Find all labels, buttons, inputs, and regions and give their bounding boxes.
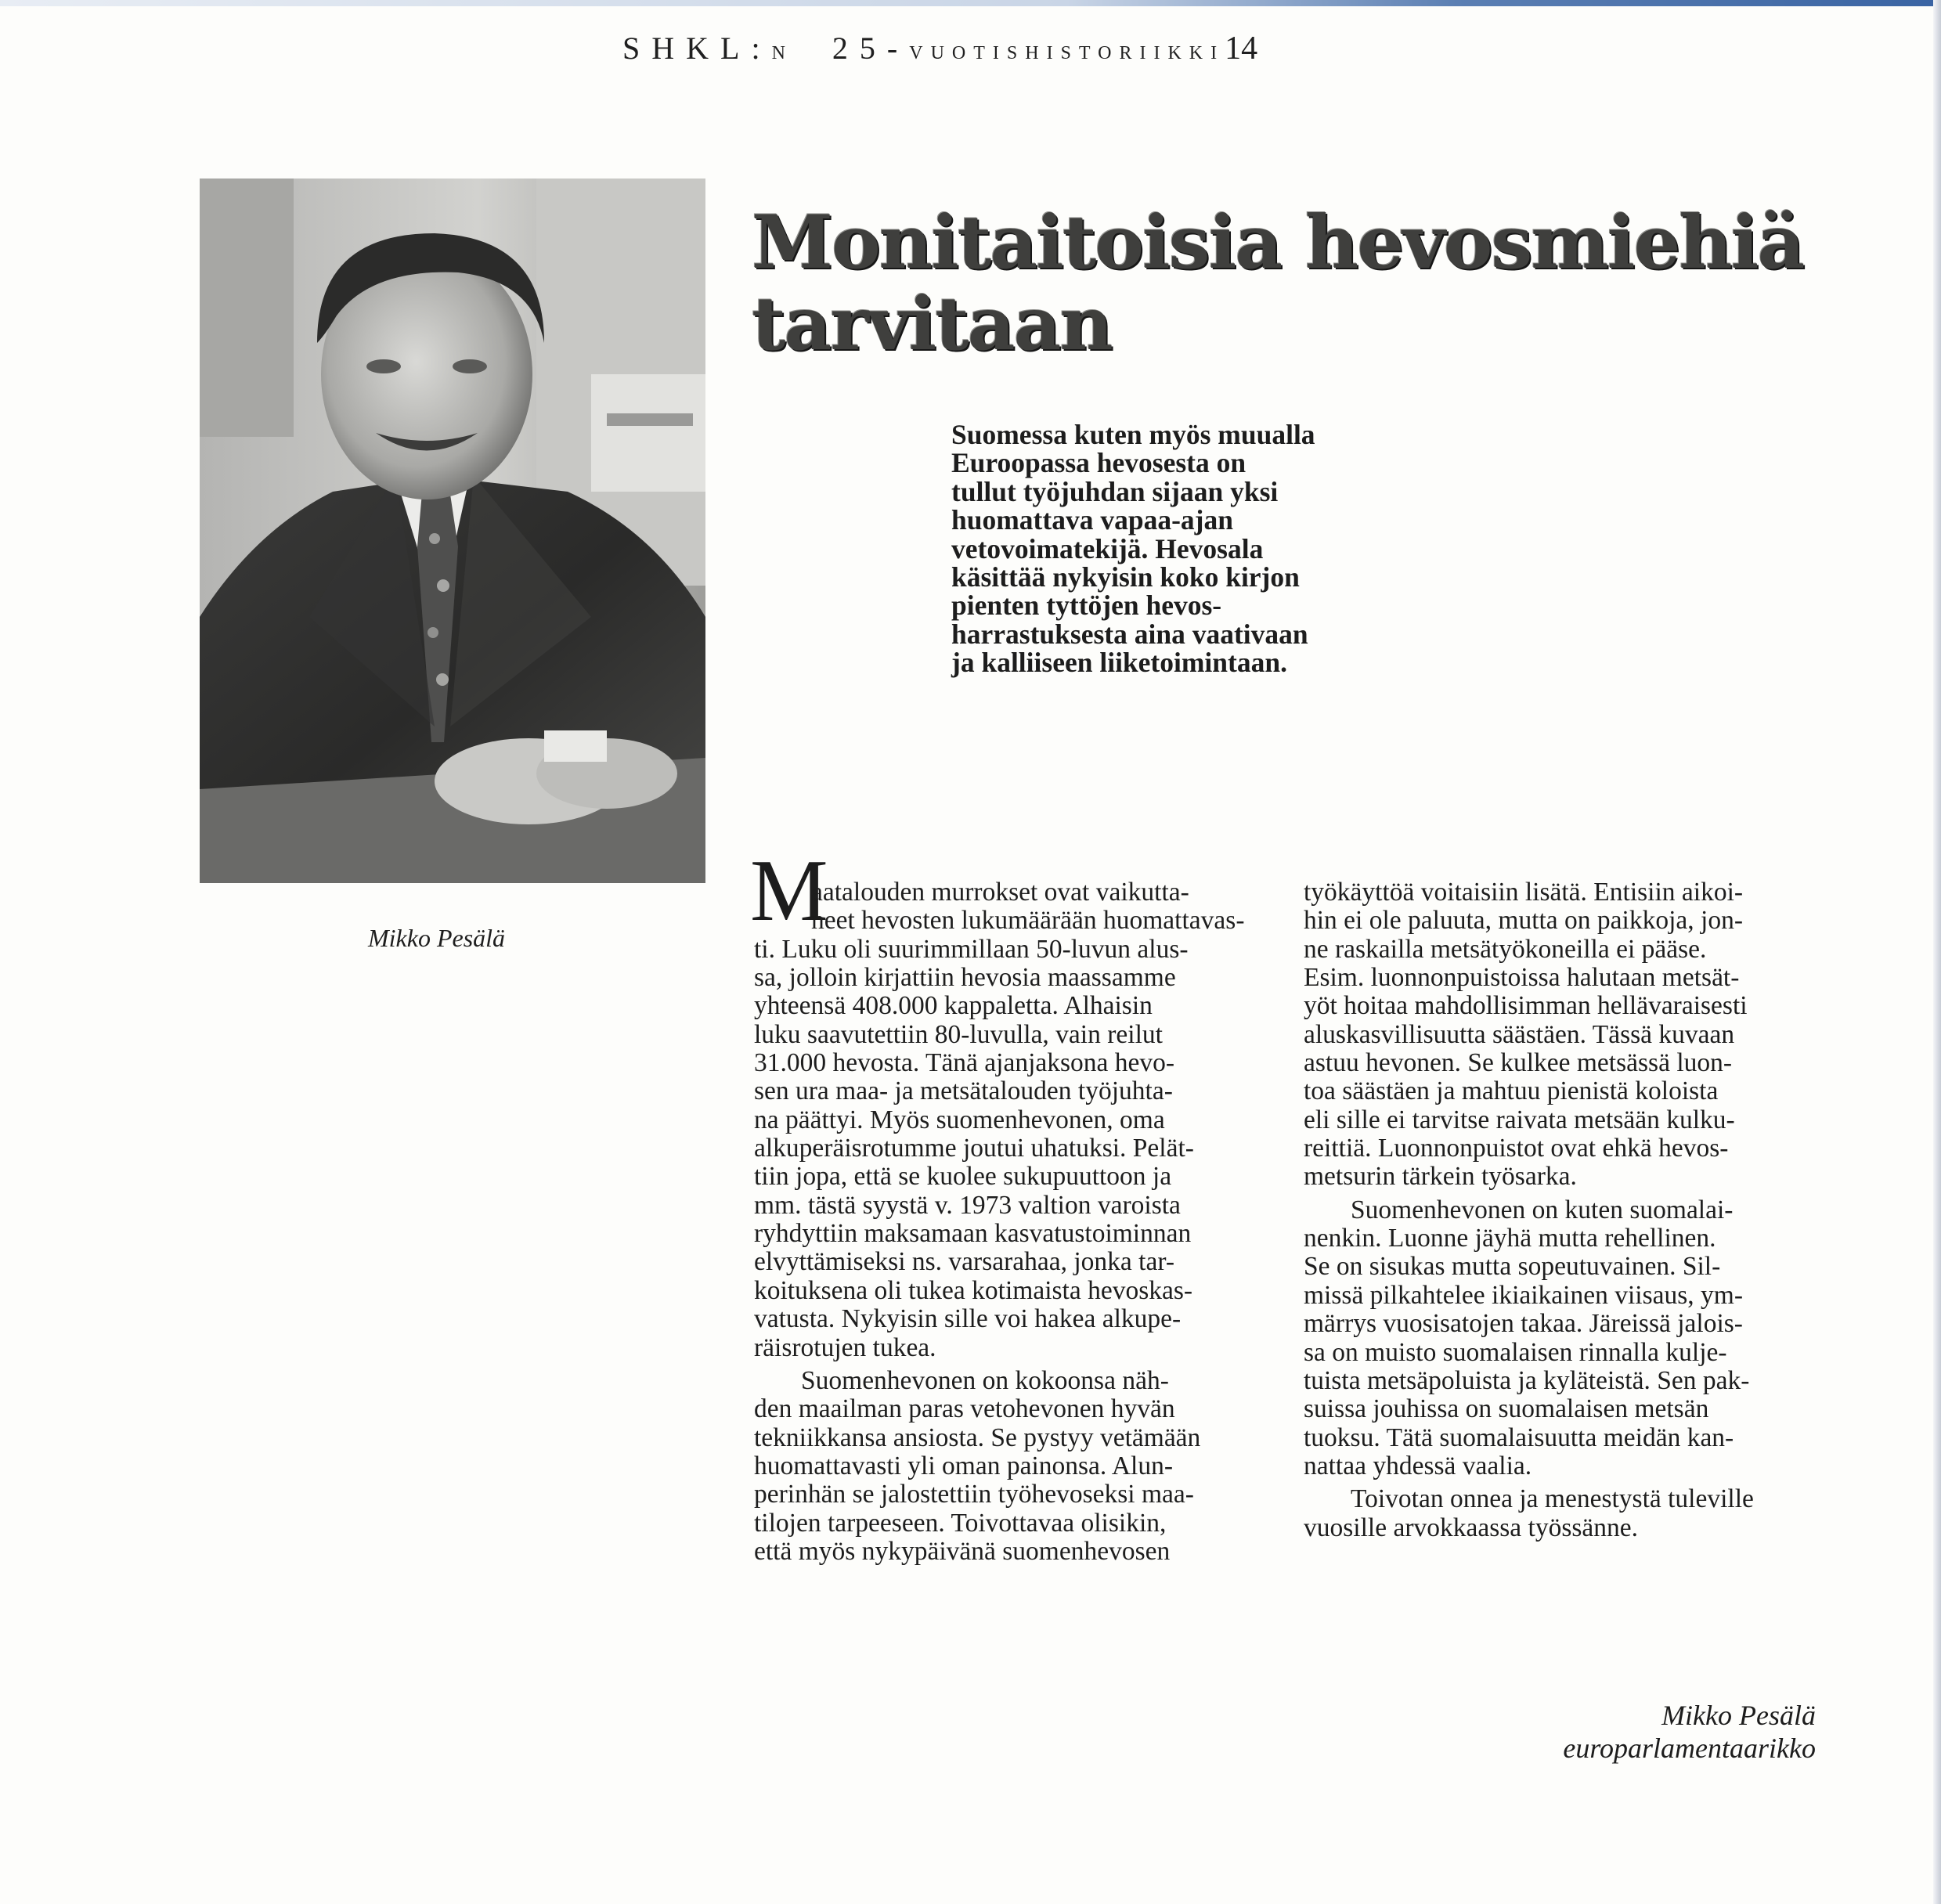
body-line: suissa jouhissa on suomalaisen metsän xyxy=(1304,1394,1709,1424)
body-line: yöt hoitaa mahdollisimman hellävaraisesti xyxy=(1304,991,1748,1021)
body-line: aluskasvillisuutta säästäen. Tässä kuvaan xyxy=(1304,1019,1735,1049)
running-head xyxy=(622,30,1257,67)
lead-line: pienten tyttöjen hevos- xyxy=(951,590,1222,622)
scan-edge-right xyxy=(1933,0,1941,1904)
drop-cap: M xyxy=(750,842,828,939)
body-line: den maailman paras vetohevonen hyvän xyxy=(754,1394,1175,1424)
body-line: huomattavasti yli oman painonsa. Alun- xyxy=(754,1451,1173,1480)
body-line: tekniikkansa ansiosta. Se pystyy vetämään xyxy=(754,1423,1201,1452)
portrait-illustration xyxy=(200,178,705,883)
body-paragraph xyxy=(1304,1196,1852,1480)
signature xyxy=(1563,1699,1816,1765)
body-line: tuista metsäpoluista ja kyläteistä. Sen pak- xyxy=(1304,1365,1750,1395)
body-line: märrys vuosisatojen takaa. Järeissä jalois- xyxy=(1304,1309,1743,1339)
body-paragraph xyxy=(754,1367,1263,1566)
body-line: elvyttämiseksi ns. varsarahaa, jonka tar- xyxy=(754,1247,1174,1277)
lead-line: vetovoimatekijä. Hevosala xyxy=(951,532,1264,564)
body-line: että myös nykypäivänä suomenhevosen xyxy=(754,1536,1171,1566)
body-line: Esim. luonnonpuistoissa halutaan metsät- xyxy=(1304,963,1740,993)
body-line: perinhän se jalostettiin työhevoseksi maa- xyxy=(754,1480,1194,1509)
body-line: räisrotujen tukea. xyxy=(754,1332,936,1362)
body-line: tiin jopa, että se kuolee sukupuuttoon ja xyxy=(754,1162,1172,1192)
article-title-line1: Monitaitoisia hevosmiehiä xyxy=(752,200,1804,286)
body-line: reittiä. Luonnonpuistot ovat ehkä hevos- xyxy=(1304,1134,1729,1163)
body-line: na päättyi. Myös suomenhevonen, oma xyxy=(754,1105,1165,1134)
body-line: mm. tästä syystä v. 1973 valtion varoista xyxy=(754,1190,1181,1220)
body-line: Suomenhevonen on kokoonsa näh- xyxy=(801,1365,1169,1395)
body-line: vatusta. Nykyisin sille voi hakea alkupe- xyxy=(754,1304,1182,1334)
lead-line: harrastuksesta aina vaativaan xyxy=(951,618,1308,650)
body-line: sa, jolloin kirjattiin hevosia maassamme xyxy=(754,963,1176,993)
portrait-photo xyxy=(200,178,705,883)
body-line: sa on muisto suomalaisen rinnalla kulje- xyxy=(1304,1337,1727,1367)
lead-line: ja kalliiseen liiketoimintaan. xyxy=(951,647,1287,679)
scan-edge-top xyxy=(0,0,1941,6)
article-title xyxy=(752,202,1848,365)
body-column-2 xyxy=(1304,878,1852,1542)
body-line: hin ei ole paluuta, mutta on paikkoja, jon- xyxy=(1304,906,1743,936)
body-line: alkuperäisrotumme joutui uhatuksi. Pelät- xyxy=(754,1134,1194,1163)
body-line: 31.000 hevosta. Tänä ajanjaksona hevo- xyxy=(754,1048,1175,1078)
body-line: luku saavutettiin 80-luvulla, vain reilut xyxy=(754,1019,1163,1049)
body-line: vuosille arvokkaassa työssänne. xyxy=(1304,1513,1639,1542)
lead-paragraph xyxy=(951,420,1484,677)
signature-role: europarlamentaarikko xyxy=(1563,1733,1816,1764)
body-line: missä pilkahtelee ikiaikainen viisaus, ym- xyxy=(1304,1280,1743,1310)
body-line: nenkin. Luonne jäyhä mutta rehellinen. xyxy=(1304,1224,1716,1253)
body-line: Toivotan onnea ja menestystä tuleville xyxy=(1351,1484,1754,1514)
body-column-1 xyxy=(754,878,1263,1566)
body-line: Se on sisukas mutta sopeutuvainen. Sil- xyxy=(1304,1252,1721,1282)
body-paragraph xyxy=(1304,1485,1852,1542)
body-line: ryhdyttiin maksamaan kasvatustoiminnan xyxy=(754,1219,1192,1249)
body-line: ti. Luku oli suurimmillaan 50-luvun alus- xyxy=(754,934,1189,964)
body-line: sen ura maa- ja metsätalouden työjuhta- xyxy=(754,1076,1173,1106)
body-line: Suomenhevonen on kuten suomalai- xyxy=(1351,1195,1734,1224)
body-line: neet hevosten lukumäärään huomattavas- xyxy=(811,906,1245,936)
body-line: yhteensä 408.000 kappaletta. Alhaisin xyxy=(754,991,1153,1021)
running-head-part2-small: VUOTISHISTORIIKKI xyxy=(909,43,1225,63)
body-line: aatalouden murrokset ovat vaikutta- xyxy=(811,878,1189,907)
lead-line: huomattava vapaa-ajan xyxy=(951,504,1233,536)
body-line: eli sille ei tarvitse raivata metsään kulku- xyxy=(1304,1105,1735,1134)
photo-caption: Mikko Pesälä xyxy=(368,924,506,952)
body-line: tilojen tarpeeseen. Toivottavaa olisikin, xyxy=(754,1508,1167,1538)
running-head-part1-small: N xyxy=(771,43,793,63)
body-line: työkäyttöä voitaisiin lisätä. Entisiin aikoi- xyxy=(1304,878,1744,907)
body-line: astuu hevonen. Se kulkee metsässä luon- xyxy=(1304,1048,1733,1078)
body-paragraph xyxy=(1304,878,1852,1192)
lead-line: käsittää nykyisin koko kirjon xyxy=(951,561,1300,593)
body-line: metsurin tärkein työsarka. xyxy=(1304,1162,1577,1192)
body-line: koituksena oli tukea kotimaista hevoskas- xyxy=(754,1275,1193,1305)
body-paragraph xyxy=(754,878,1263,1362)
body-line: tuoksu. Tätä suomalaisuutta meidän kan- xyxy=(1304,1423,1734,1452)
signature-name: Mikko Pesälä xyxy=(1661,1700,1816,1731)
page-number: 14 xyxy=(1225,31,1258,67)
body-line: toa säästäen ja mahtuu pienistä koloista xyxy=(1304,1076,1719,1106)
lead-line: Suomessa kuten myös muualla xyxy=(951,419,1315,450)
running-head-part2: 25- xyxy=(832,31,910,66)
running-head-part1: SHKL: xyxy=(622,31,772,66)
body-line: nattaa yhdessä vaalia. xyxy=(1304,1451,1532,1480)
lead-line: tullut työjuhdan sijaan yksi xyxy=(951,475,1279,507)
body-line: ne raskailla metsätyökoneilla ei pääse. xyxy=(1304,934,1707,964)
lead-line: Euroopassa hevosesta on xyxy=(951,447,1246,479)
article-title-line2: tarvitaan xyxy=(752,281,1112,367)
